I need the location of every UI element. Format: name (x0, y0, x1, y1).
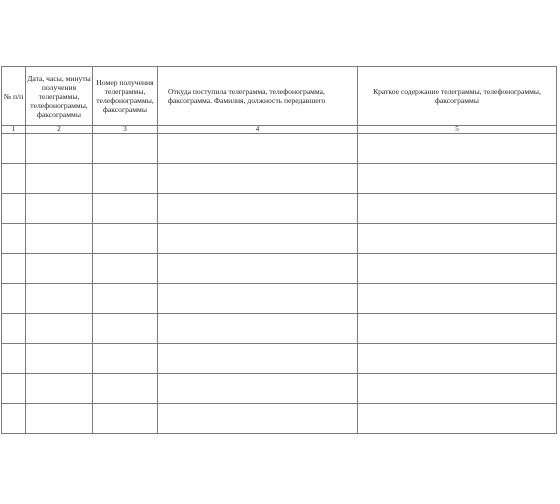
table-cell (26, 374, 93, 404)
registration-journal-table (1, 66, 557, 434)
table-cell (158, 164, 358, 194)
table-row (2, 164, 557, 194)
table-row (2, 194, 557, 224)
table-cell (158, 314, 358, 344)
table-cell (26, 404, 93, 434)
table-row (2, 344, 557, 374)
table-row (2, 254, 557, 284)
table-cell (2, 314, 26, 344)
table-cell (2, 164, 26, 194)
table-cell (26, 194, 93, 224)
table-cell (2, 224, 26, 254)
table-cell (158, 284, 358, 314)
table-row (2, 404, 557, 434)
journal-body (2, 134, 557, 434)
table-cell (2, 374, 26, 404)
table-cell (93, 344, 158, 374)
table-cell (358, 254, 557, 284)
table-cell (2, 284, 26, 314)
table-cell (358, 134, 557, 164)
table-cell (26, 224, 93, 254)
table-row (2, 374, 557, 404)
table-cell (93, 194, 158, 224)
column-number: 3 (93, 126, 158, 134)
table-cell (26, 254, 93, 284)
table-row (2, 224, 557, 254)
table-cell (358, 314, 557, 344)
header-cell-source: Откуда поступила телеграмма, телефонограмма, факсограмма. Фамилия, должность передавшего (158, 67, 358, 126)
table-cell (158, 194, 358, 224)
table-cell (93, 164, 158, 194)
table-cell (93, 404, 158, 434)
header-row (2, 67, 557, 126)
table-cell (358, 374, 557, 404)
header-cell-receipt-number: Номер получения телеграммы, телефонограммы, факсограммы (93, 67, 158, 126)
table-row (2, 134, 557, 164)
table-cell (93, 314, 158, 344)
table-cell (158, 224, 358, 254)
header-cell-summary: Краткое содержание телеграммы, телефонограммы, факсограммы (358, 67, 557, 126)
column-number: 4 (158, 126, 358, 134)
table-cell (26, 344, 93, 374)
table-cell (2, 404, 26, 434)
table-cell (2, 344, 26, 374)
table-row (2, 314, 557, 344)
table-cell (158, 344, 358, 374)
table-cell (158, 134, 358, 164)
table-cell (26, 284, 93, 314)
table-cell (26, 164, 93, 194)
table-cell (158, 254, 358, 284)
table-cell (26, 134, 93, 164)
table-cell (93, 284, 158, 314)
table-cell (158, 404, 358, 434)
column-number-row (2, 126, 557, 134)
column-number: 1 (2, 126, 26, 134)
table-cell (93, 374, 158, 404)
table-row (2, 284, 557, 314)
table-cell (2, 254, 26, 284)
table-cell (358, 164, 557, 194)
table-cell (358, 344, 557, 374)
table-cell (358, 194, 557, 224)
table-cell (93, 254, 158, 284)
table-cell (93, 134, 158, 164)
table-cell (26, 314, 93, 344)
header-cell-number: № п/п (2, 67, 26, 126)
table-cell (358, 284, 557, 314)
table-cell (358, 224, 557, 254)
table-cell (2, 134, 26, 164)
column-number: 2 (26, 126, 93, 134)
table-cell (93, 224, 158, 254)
column-number: 5 (358, 126, 557, 134)
header-cell-datetime: Дата, часы, минуты получения телеграммы, телефонограммы, факсограммы (26, 67, 93, 126)
table-cell (358, 404, 557, 434)
table-cell (158, 374, 358, 404)
table-cell (2, 194, 26, 224)
